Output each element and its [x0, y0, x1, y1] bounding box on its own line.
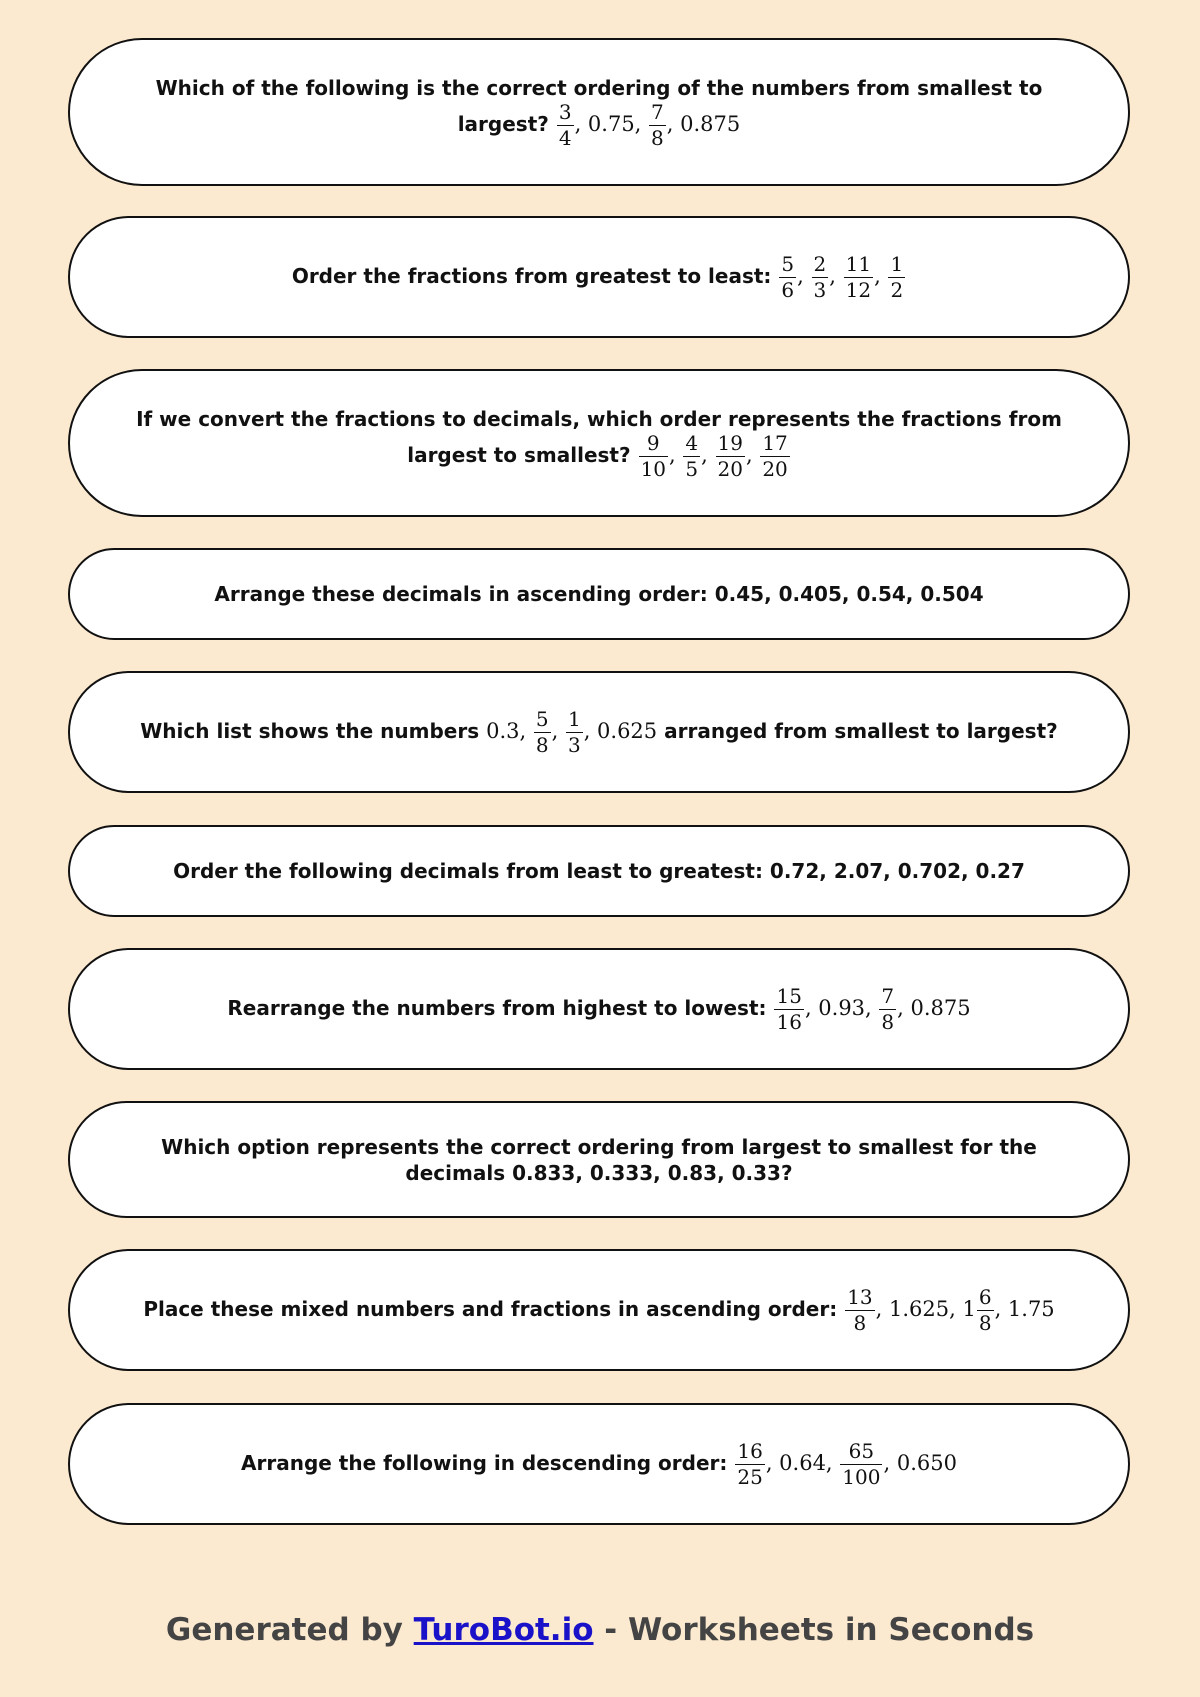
question-line-1: Arrange these decimals in ascending order: 0.45, 0.405, 0.54, 0.504: [214, 582, 984, 606]
question-text: [161, 1134, 1037, 1186]
math-text: , 0.650: [883, 1450, 957, 1475]
question-line-1: If we convert the fractions to decimals, which order represents the fractions from: [136, 406, 1062, 431]
fraction: [639, 432, 668, 481]
footer-suffix: - Worksheets in Seconds: [593, 1612, 1035, 1648]
fraction: [735, 1440, 764, 1489]
question-line-1: Place these mixed numbers and fractions in ascending order:: [143, 1296, 838, 1321]
denominator: 12: [845, 277, 872, 302]
denominator: 6: [781, 277, 795, 302]
math-text: , 1.75: [994, 1296, 1055, 1321]
question-line-1: Which of the following is the correct ordering of the numbers from smallest to: [155, 75, 1043, 100]
question-card-4: [68, 548, 1130, 640]
fraction: [774, 985, 803, 1034]
math-expression: [773, 983, 971, 1034]
question-line-1: Which option represents the correct ordering from largest to smallest for the: [161, 1134, 1037, 1159]
fraction: [879, 985, 896, 1034]
denominator: 8: [853, 1310, 867, 1335]
math-text: , 0.875: [666, 111, 741, 136]
question-text: [136, 406, 1062, 481]
fraction: [557, 101, 574, 150]
numerator: 4: [685, 430, 699, 455]
question-text: [143, 1286, 1054, 1335]
footer-prefix: Generated by: [165, 1612, 414, 1648]
math-text: ,: [797, 263, 804, 288]
denominator: 100: [842, 1464, 881, 1489]
math-text: , 0.625: [583, 718, 658, 743]
math-text: , 0.64,: [765, 1450, 840, 1475]
denominator: 10: [640, 456, 667, 481]
math-text: , 0.93,: [804, 995, 879, 1020]
question-line-1: Rearrange the numbers from highest to lowest:: [227, 995, 767, 1020]
fraction: [716, 432, 745, 481]
question-text: [292, 253, 906, 302]
question-card-8: [68, 1101, 1130, 1218]
fraction: [888, 253, 905, 302]
question-card-2: [68, 216, 1130, 338]
question-line-1: Order the fractions from greatest to least:: [291, 263, 772, 288]
fraction: [534, 708, 551, 757]
denominator: 20: [717, 456, 743, 481]
question-line-1: Order the following decimals from least to greatest: 0.72, 2.07, 0.702, 0.27: [173, 859, 1025, 883]
math-expression: [734, 1438, 957, 1489]
question-card-10: [68, 1403, 1130, 1525]
math-text: ,: [551, 718, 559, 743]
question-card-1: [68, 38, 1130, 186]
math-text: , 0.75,: [574, 111, 649, 136]
numerator: 19: [717, 430, 743, 455]
fraction: [840, 1440, 882, 1489]
numerator: 1: [890, 251, 904, 276]
denominator: 3: [567, 732, 581, 757]
numerator: 7: [881, 983, 895, 1008]
question-text: [227, 985, 970, 1034]
math-text: ,: [874, 263, 881, 288]
math-text: , 1.625, 1: [875, 1296, 976, 1321]
fraction: [844, 253, 873, 302]
question-line-1: Which list shows the numbers: [140, 718, 480, 743]
numerator: 13: [847, 1284, 873, 1309]
numerator: 2: [813, 251, 827, 276]
math-expression: [638, 430, 791, 481]
math-text: ,: [745, 442, 753, 467]
math-text: ,: [829, 263, 836, 288]
fraction: [649, 101, 666, 150]
numerator: 16: [737, 1438, 763, 1463]
question-line-2: largest?: [457, 111, 549, 136]
footer: [0, 1612, 1200, 1648]
question-card-7: [68, 948, 1130, 1070]
fraction: [812, 253, 829, 302]
denominator: 5: [685, 456, 699, 481]
denominator: 16: [776, 1009, 802, 1034]
math-expression: [844, 1284, 1055, 1335]
denominator: 4: [558, 125, 572, 150]
question-line-2: decimals 0.833, 0.333, 0.83, 0.33?: [405, 1160, 793, 1185]
math-expression: [486, 706, 658, 757]
numerator: 5: [781, 251, 795, 276]
numerator: 7: [651, 99, 664, 124]
denominator: 8: [881, 1009, 895, 1034]
math-text: ,: [701, 442, 708, 467]
denominator: 8: [978, 1310, 992, 1335]
question-text: [156, 75, 1043, 150]
numerator: 17: [762, 430, 788, 455]
question-line-2: largest to smallest?: [407, 442, 631, 467]
question-card-3: [68, 369, 1130, 517]
numerator: 15: [776, 983, 802, 1008]
fraction: [977, 1286, 994, 1335]
math-text: ,: [669, 442, 676, 467]
numerator: 1: [567, 706, 581, 731]
denominator: 20: [762, 456, 788, 481]
fraction: [845, 1286, 874, 1335]
math-expression: [778, 251, 906, 302]
question-card-5: [68, 671, 1130, 793]
numerator: 6: [978, 1284, 992, 1309]
numerator: 5: [535, 706, 549, 731]
question-line-2: arranged from smallest to largest?: [664, 718, 1058, 743]
denominator: 8: [535, 732, 549, 757]
numerator: 9: [639, 432, 668, 457]
fraction: [779, 253, 796, 302]
denominator: 25: [737, 1464, 763, 1489]
math-expression: [556, 99, 741, 150]
denominator: 3: [813, 277, 827, 302]
numerator: 11: [845, 251, 872, 276]
denominator: 8: [651, 125, 664, 150]
numerator: 3: [558, 99, 572, 124]
question-card-9: [68, 1249, 1130, 1371]
fraction: [760, 432, 789, 481]
question-text: [173, 858, 1025, 884]
fraction: [683, 432, 700, 481]
numerator: 65: [840, 1440, 882, 1465]
turobot-link[interactable]: TuroBot.io: [413, 1612, 594, 1648]
math-text: 0.3,: [486, 718, 533, 743]
math-text: , 0.875: [897, 995, 971, 1020]
denominator: 2: [890, 277, 904, 302]
question-text: [140, 708, 1057, 757]
question-text: [241, 1440, 957, 1489]
fraction: [566, 708, 583, 757]
question-line-1: Arrange the following in descending order:: [241, 1450, 728, 1475]
question-text: [214, 581, 983, 607]
question-card-6: [68, 825, 1130, 917]
